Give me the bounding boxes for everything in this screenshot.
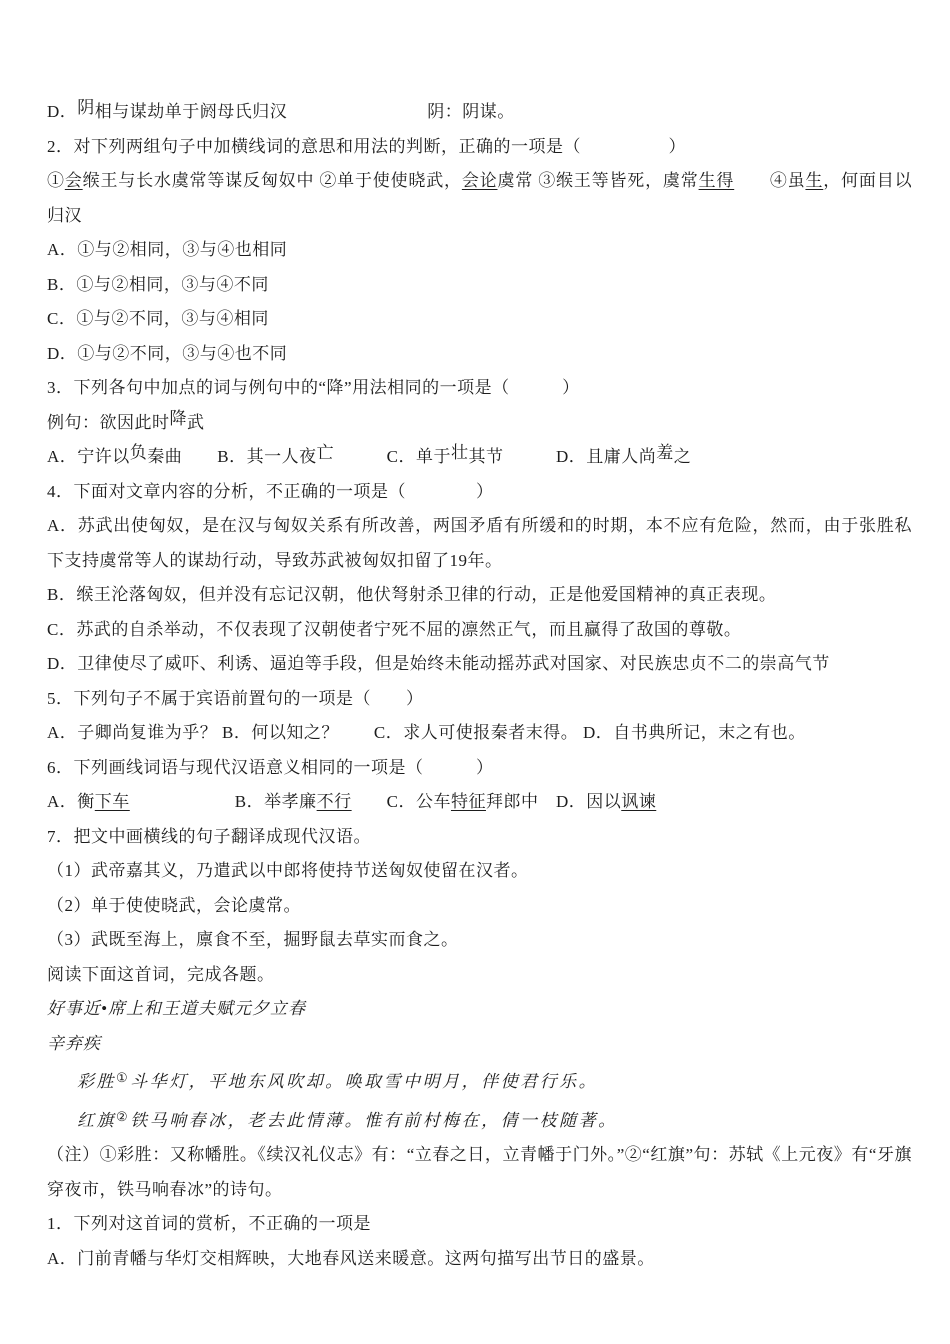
text-run: 辛弃疾 <box>47 1033 101 1053</box>
q3-example <box>47 406 912 441</box>
text-run: D．卫律使尽了威吓、利诱、逼迫等手段，但是始终未能动摇苏武对国家、对民族忠贞不二的崇高气节 <box>47 654 830 673</box>
text-run: （3）武既至海上，廪食不至，掘野鼠去草实而食之。 <box>47 930 459 949</box>
text-run: 拜郎中 <box>485 792 556 811</box>
q2-option-c <box>47 302 912 337</box>
text-run: C．苏武的自杀举动，不仅表现了汉朝使者宁死不屈的凛然正气，而且赢得了敌国的尊敬。 <box>47 619 742 639</box>
text-run: 7．把文中画横线的句子翻译成现代汉语。 <box>47 826 371 846</box>
q3-options <box>47 440 912 475</box>
text-run: 4．下面对文章内容的分析，不正确的一项是（ ） <box>47 481 494 501</box>
underlined-term: 不行 <box>316 792 352 811</box>
q2-option-a <box>47 233 912 268</box>
text-run: C．①与②不同，③与④相同 <box>47 309 269 328</box>
text-run: 彩胜 <box>77 1072 116 1091</box>
text-run: B．举孝廉 <box>234 792 317 811</box>
q4-option-c <box>47 613 912 648</box>
text-run: ，何面目以归汉 <box>47 171 913 225</box>
text-run: （2）单于使使晓武，会论虞常。 <box>47 895 301 915</box>
poem-line-2 <box>47 1100 912 1139</box>
text-run: A．苏武出使匈奴，是在汉与匈奴关系有所改善，两国矛盾有所缓和的时期，本不应有危险，然而，由于张胜私下支持虞常等人的谋劫行动，导致苏武被匈奴扣留了19年。 <box>47 516 912 570</box>
emphasized-char: 阴 <box>77 98 95 117</box>
poem-instruction <box>47 958 912 993</box>
text-run: A．①与②相同，③与④也相同 <box>47 240 288 259</box>
q7-stem <box>47 820 912 855</box>
emphasized-char: 羞 <box>656 443 674 462</box>
q2-option-b <box>47 268 912 303</box>
text-run: B．缑王沦落匈奴，但并没有忘记汉朝，他伏弩射杀卫律的行动，正是他爱国精神的真正表现。 <box>47 585 777 604</box>
text-run: A．门前青幡与华灯交相辉映，大地春风送来暖意。这两句描写出节日的盛景。 <box>47 1248 655 1268</box>
text-run <box>130 792 235 811</box>
q5-stem <box>47 682 912 717</box>
text-run: 6．下列画线词语与现代汉语意义相同的一项是（ ） <box>47 757 494 777</box>
q7-sentence-3 <box>47 923 912 958</box>
text-run: D．因以 <box>555 792 622 811</box>
underlined-term: 下车 <box>94 792 130 811</box>
q5-options <box>47 716 912 751</box>
poem-line-1 <box>47 1061 912 1100</box>
text-run: 秦曲 <box>147 447 218 466</box>
underlined-term: 会 <box>64 171 83 190</box>
q6-stem <box>47 751 912 786</box>
emphasized-char: 亡 <box>316 443 335 462</box>
text-run: C．单于 <box>386 447 451 466</box>
emphasized-char: 降 <box>169 408 187 428</box>
text-run: ④虽 <box>734 171 806 190</box>
text-run <box>334 447 387 466</box>
q7-sentence-1 <box>47 854 912 889</box>
emphasized-char: 负 <box>129 443 148 462</box>
q4-option-d <box>47 647 912 682</box>
note-reference: ① <box>116 1070 131 1085</box>
text-run: A．宁许以 <box>47 447 130 466</box>
underlined-term: 生 <box>805 171 824 190</box>
q2-sentences <box>47 164 912 233</box>
poem-note <box>47 1138 912 1207</box>
underlined-term: 特征 <box>450 792 486 811</box>
poem-q1-stem <box>47 1207 912 1242</box>
text-run: 1．下列对这首词的赏析，不正确的一项是 <box>47 1214 371 1233</box>
text-run: ① <box>47 171 65 190</box>
q4-option-a <box>47 509 912 578</box>
text-run: B．①与②相同，③与④不同 <box>47 274 269 294</box>
text-run: A．衡 <box>47 792 95 811</box>
text-run: 红旗 <box>77 1110 116 1130</box>
q3-stem <box>47 371 912 406</box>
poem-q1-option-a <box>47 1242 912 1277</box>
poem-author <box>47 1027 912 1062</box>
q4-option-b <box>47 578 912 613</box>
text-run: D． <box>47 102 78 121</box>
text-run: （1）武帝嘉其义，乃遣武以中郎将使持节送匈奴使留在汉者。 <box>47 861 529 880</box>
text-run: 武 <box>187 412 205 432</box>
q1-option-d <box>47 95 912 130</box>
text-run: 3．下列各句中加点的词与例句中的“降”用法相同的一项是（ ） <box>47 378 580 397</box>
underlined-term: 讽谏 <box>621 792 657 811</box>
text-run: 例句：欲因此时 <box>47 412 170 432</box>
text-run: 5．下列句子不属于宾语前置句的一项是（ ） <box>47 688 424 708</box>
note-reference: ② <box>116 1108 131 1124</box>
document-body <box>47 95 912 1276</box>
text-run: 相与谋劫单于阏母氏归汉 阴：阴谋。 <box>94 102 515 121</box>
q2-option-d <box>47 337 912 372</box>
text-run: 缑王与长水虞常等谋反匈奴中 ②单于使使晓武， <box>82 171 462 190</box>
text-run: B．其一人夜 <box>217 447 317 466</box>
text-run: C．公车 <box>386 792 451 811</box>
underlined-term: 生得 <box>698 171 735 190</box>
text-run: （注）①彩胜：又称幡胜。《续汉礼仪志》有：“立春之日，立青幡于门外。”②“红旗”句：苏轼《上元夜》有“牙旗穿夜市，铁马响春冰”的诗句。 <box>47 1145 912 1199</box>
text-run <box>352 792 387 811</box>
underlined-term: 会论 <box>461 171 498 190</box>
text-run: 其节 <box>468 447 556 466</box>
text-run: D．①与②不同，③与④也不同 <box>47 343 288 363</box>
poem-title <box>47 992 912 1027</box>
text-run: 好事近•席上和王道夫赋元夕立春 <box>47 999 306 1018</box>
text-run: A．子卿尚复谁为乎？ B．何以知之？ C．求人可使报秦者末得。 D．自书典所记，末之有也。 <box>47 723 806 742</box>
text-run: 虞常 ③缑王等皆死，虞常 <box>497 171 699 190</box>
emphasized-char: 壮 <box>450 443 469 462</box>
q4-stem <box>47 475 912 510</box>
text-run: D．且庸人尚 <box>555 447 657 466</box>
text-run: 铁马响春冰，老去此情薄。惟有前村梅在，倩一枝随著。 <box>130 1110 618 1130</box>
q2-stem <box>47 130 912 165</box>
text-run: 斗华灯，平地东风吹却。唤取雪中明月，伴使君行乐。 <box>130 1072 599 1091</box>
q7-sentence-2 <box>47 889 912 924</box>
q6-options <box>47 785 912 820</box>
text-run: 之 <box>673 447 692 466</box>
text-run: 阅读下面这首词，完成各题。 <box>47 964 275 984</box>
text-run: 2．对下列两组句子中加横线词的意思和用法的判断，正确的一项是（ ） <box>47 136 686 156</box>
